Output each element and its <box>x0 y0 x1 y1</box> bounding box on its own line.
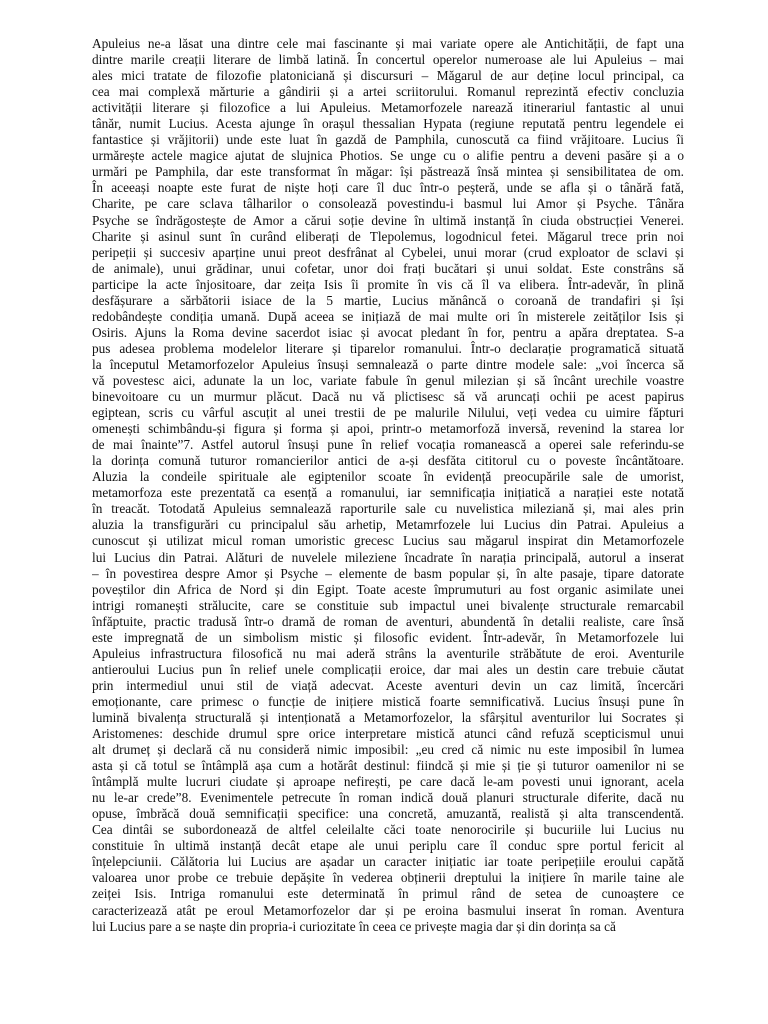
text-line: cunoscut și utilizat micul roman umoristic grecesc Lucius sau măgarul inspirat din Metamorfozele <box>92 533 684 549</box>
text-line: dintre marile creații literare de limbă latină. În concertul operelor numeroase ale lui Apuleius – mai <box>92 52 684 68</box>
text-line: redobândește condiția umană. După aceea se inițiază de mai multe ori în misterele zeităților Isis și <box>92 308 684 324</box>
text-line: – în povestirea despre Amor și Psyche – elemente de basm popular și, în alte pasaje, tipare datorate <box>92 565 684 581</box>
text-line: în treacăt. Totodată Apuleius semnalează raporturile sale cu nuvelistica mileziană și, mai ales prin <box>92 501 684 517</box>
text-line: aluzia la transfigurări cu principalul său arhetip, Metamrfozele lui Lucius din Patrai. Apuleius a <box>92 517 684 533</box>
text-line: peripeții și succesiv aparține unui preot desfrânat al Cybelei, unui morar (crud exploator de sclavi și <box>92 244 684 260</box>
text-line: Osiris. Ajuns la Roma devine sacerdot isiac și avocat pledant în for, pentru a apăra dreptatea. S-a <box>92 324 684 340</box>
text-line: de mai înainte”7. Astfel autorul însuși pune în relief vocația romanească a operei sale referindu-se <box>92 437 684 453</box>
text-line: desfășurare a sărbătorii isiace de la 5 martie, Lucius mănâncă o coroană de trandafiri și își <box>92 292 684 308</box>
text-line: Aluzia la condeile spirituale ale egiptenilor scoate în evidență preocupările sale de umorist, <box>92 469 684 485</box>
text-line: egiptean, scris cu vârful ascuțit al unei trestii de pe malurile Nilului, veți vedea cu uimire făpturi <box>92 405 684 421</box>
text-line: ales mici tratate de filozofie platoniciană și discursuri – Măgarul de aur deține locul principal, ca <box>92 68 684 84</box>
text-line: activității literare și filozofice a lui Apuleius. Metamorfozele nareazǎ itinerariul fantastic al unui <box>92 100 684 116</box>
text-line: Apuleius ne-a lăsat una dintre cele mai fascinante și mai variate opere ale Antichității, de fapt una <box>92 36 684 51</box>
text-line: alt drumeț și declară că nu consideră nimic imposibil: „eu cred că nimic nu este imposibil în lumea <box>92 742 684 758</box>
text-line: participe la acte înjositoare, dar zeița Isis îi promite în vis că îl va elibera. Într-adevăr, în plină <box>92 276 684 292</box>
text-line: caracterizează atât pe eroul Metamorfozelor dar și pe eroina basmului inserat în roman. Aventura <box>92 902 684 918</box>
text-line: urmări pe Pamphila, dar este transformat în măgar: își păstrează însă mintea și sensibilitatea de om. <box>92 164 684 180</box>
text-line: întâmplă multe lucruri ciudate și aproape nefirești, pe care dacă le-am povesti unui ignorant, acela <box>92 774 684 790</box>
text-line: opuse, îmbrăcă două semnificații specifice: una concretă, amuzantă, realistă și alta transcendentă. <box>92 806 684 822</box>
text-line: poveștilor din Africa de Nord și din Egipt. Toate aceste împrumuturi au fost organic asimilate unei <box>92 581 684 597</box>
text-line: vă povestesc aici, adunate la un loc, variate fabule în genul milezian și să încânt urechile voastre <box>92 372 684 388</box>
text-line: emoționante, care primesc o funcție de inițiere mistică foarte semnificativă. Lucius însuși pune în <box>92 693 684 709</box>
text-line: urmărește actele magice ajutat de slujnica Photios. Se unge cu o alifie pentru a deveni pasăre și a o <box>92 148 684 164</box>
text-line: Psyche se îndrăgostește de Amor a cărui soție devine în ultimă instanță în ciuda obstrucției Venerei. <box>92 212 684 228</box>
text-line: asta și că totul se întâmplă așa cum a hotărât destinul: fiindcă și mie și ție și tuturor oamenilor ni se <box>92 758 684 774</box>
text-line: la începutul Metamorfozelor Apuleius însuși semnalează o parte dintre modele sale: „voi încerca să <box>92 356 684 372</box>
text-line: antieroului Lucius pun în relief unele complicații eroice, dar mai ales un destin care trebuie căutat <box>92 661 684 677</box>
text-line: Apuleius infrastructura filosofică nu mai aderă strâns la aventurile străbătute de eroi. Aventurile <box>92 645 684 661</box>
text-line: înțelepciunii. Călătoria lui Lucius are așadar un caracter inițiatic iar toate peripețiile eroului capătă <box>92 854 684 870</box>
text-line: cea mai complexă mărturie a gândirii și a artei scriitorului. Romanul reprezintă efectiv concluzia <box>92 84 684 100</box>
text-line: lui Lucius din Patrai. Alături de nuvelele mileziene încadrate în narația principală, autorul a inserat <box>92 549 684 565</box>
text-line: înfăptuite, practic tradusă într-o dramă de roman de aventuri, abundentă în detalii realiste, care însă <box>92 613 684 629</box>
text-line: omenești schimbându-și figura și forma și apoi, printr-o metamorfoză inversă, revenind la starea lor <box>92 421 684 437</box>
text-line: Charite și asinul sunt în curând eliberați de Tlepolemus, logodnicul fetei. Măgarul trece prin noi <box>92 228 684 244</box>
text-line: constituie în ultimă instanță decât etape ale unui periplu care îl conduc spre portul fericit al <box>92 838 684 854</box>
text-line: Aristomenes: deschide drumul spre orice interpretare mistică atunci când refuză scepticismul unui <box>92 726 684 742</box>
text-line: de animale), unui grădinar, unui cofetar, unor doi frați bucătari și unui soldat. Este constrâns să <box>92 260 684 276</box>
text-line: nu le-ar crede”8. Evenimentele petrecute în roman indică două planuri structurale diferite, dacă nu <box>92 790 684 806</box>
text-line: valoarea unor probe ce trebuie depășite în vederea obținerii dreptului la inițiere în marile taine ale <box>92 870 684 886</box>
document-page <box>92 36 684 1024</box>
text-line: metamorfoza este prezentată ca esență a romanului, iar semnificația inițiatică a narației este notată <box>92 485 684 501</box>
text-line: lumină bivalența structurală și intenționată a Metamorfozelor, la sfârșitul aventurilor lui Socrates și <box>92 709 684 725</box>
text-line: binevoitoare cu un murmur plăcut. Dacă nu vă plictisesc să vă aruncați ochii pe acest papirus <box>92 389 684 405</box>
text-line: Cea dintâi se subordonează de altfel celeilalte căci toate nenorocirile și bucuriile lui Lucius nu <box>92 822 684 838</box>
text-line: la dorința comună tuturor romancierilor antici de a-și desfăta cititorul cu o poveste încântătoare. <box>92 453 684 469</box>
text-line: fantastice și vrăjitorii) unde este luat în gazdă de Pamphila, cunoscută ca fiind vrăjitoare. Lucius îi <box>92 132 684 148</box>
text-line: lui Lucius pare a se naște din propria-i curiozitate în ceea ce privește magia dar și din dorința sa că <box>92 918 616 934</box>
text-line: este impregnată de un simbolism mistic și filosofic evident. Într-adevăr, în Metamorfozele lui <box>92 629 684 645</box>
body-text-paragraph <box>92 36 684 935</box>
text-line: Charite, pe care sclava tâlharilor o consolează povestindu-i basmul lui Amor și Psyche. Tânăra <box>92 196 684 212</box>
text-line: În aceeași noapte este furat de niște hoți care îl duc într-o peșteră, unde se afla și o tânără fată, <box>92 180 684 196</box>
text-line: tânăr, numit Lucius. Acesta ajunge în orașul thessalian Hypata (regiune reputată pentru legendele ei <box>92 116 684 132</box>
text-line: pus adesea problema modelelor literare și tiparelor romanului. Într-o declarație programatică situată <box>92 340 684 356</box>
text-line: intrigi romanești strălucite, care se constituie sub impactul unei bivalențe structurale remarcabil <box>92 597 684 613</box>
text-line: zeiței Isis. Intriga romanului este determinată în primul rând de setea de cunoaștere ce <box>92 886 684 902</box>
text-line: prin intermediul unui stil de viață adecvat. Aceste aventuri devin un caz limită, încercări <box>92 677 684 693</box>
